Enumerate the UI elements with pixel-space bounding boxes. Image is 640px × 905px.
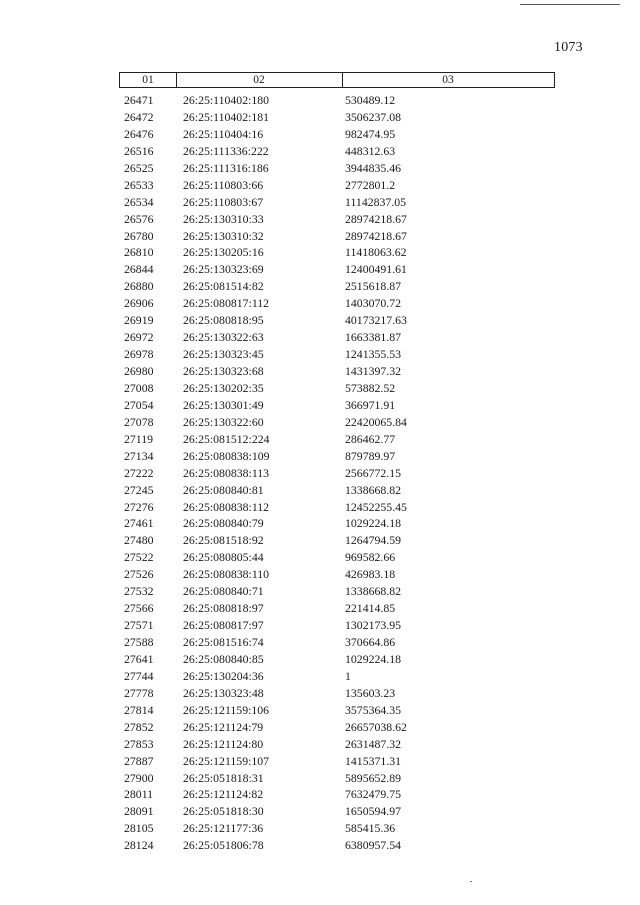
- table-row: [0, 329, 640, 346]
- cell-id: 26972: [124, 330, 154, 345]
- table-row: [0, 499, 640, 516]
- cell-id: 27852: [124, 719, 154, 734]
- cell-id: 26980: [124, 364, 154, 378]
- table-row: [0, 363, 640, 380]
- cell-cadastral-number: 26:25:110402:180: [183, 93, 270, 107]
- cell-value: 28974218.67: [345, 211, 407, 226]
- column-header-03: 03: [442, 74, 454, 86]
- cell-cadastral-number: 26:25:080840:79: [183, 516, 264, 531]
- table-row: [0, 109, 640, 126]
- cell-cadastral-number: 26:25:130323:48: [183, 685, 264, 700]
- cell-cadastral-number: 26:25:080840:81: [183, 482, 264, 497]
- cell-cadastral-number: 26:25:130323:68: [183, 364, 264, 378]
- cell-id: 26516: [124, 143, 154, 158]
- cell-id: 27054: [124, 397, 154, 412]
- scan-speck: [470, 881, 472, 882]
- cell-cadastral-number: 26:25:121124:79: [183, 719, 264, 734]
- cell-value: 573882.52: [345, 380, 396, 395]
- table-row: [0, 803, 640, 820]
- cell-id: 26471: [124, 93, 154, 107]
- cell-id: 26978: [124, 347, 154, 362]
- cell-cadastral-number: 26:25:080818:95: [183, 313, 264, 328]
- cell-cadastral-number: 26:25:121159:107: [183, 753, 270, 768]
- cell-id: 27134: [124, 448, 154, 463]
- table-row: [0, 651, 640, 668]
- cell-value: 12400491.61: [345, 262, 407, 277]
- cell-value: 366971.91: [345, 397, 396, 412]
- cell-value: 3944835.46: [345, 160, 402, 175]
- table-row: [0, 736, 640, 753]
- table-row: [0, 92, 640, 109]
- cell-value: 5895652.89: [345, 770, 402, 785]
- table-row: [0, 295, 640, 312]
- cell-id: 26919: [124, 313, 154, 328]
- cell-id: 27276: [124, 499, 154, 514]
- cell-value: 7632479.75: [345, 787, 402, 802]
- cell-cadastral-number: 26:25:051806:78: [183, 838, 264, 853]
- cell-cadastral-number: 26:25:110404:16: [183, 126, 264, 141]
- table-row: [0, 668, 640, 685]
- cell-cadastral-number: 26:25:130202:35: [183, 380, 264, 395]
- cell-id: 27222: [124, 465, 154, 480]
- column-header-02: 02: [253, 74, 265, 86]
- cell-cadastral-number: 26:25:081514:82: [183, 279, 264, 294]
- cell-value: 135603.23: [345, 685, 396, 700]
- cell-value: 3575364.35: [345, 702, 402, 717]
- table-row: [0, 482, 640, 499]
- table-row: [0, 278, 640, 295]
- table-row: [0, 583, 640, 600]
- cell-cadastral-number: 26:25:130310:32: [183, 228, 264, 243]
- top-rule: [520, 4, 620, 5]
- cell-value: 1: [345, 668, 351, 683]
- cell-value: 11142837.05: [345, 194, 407, 209]
- cell-id: 27078: [124, 414, 154, 429]
- cell-id: 27566: [124, 601, 154, 616]
- table-row: [0, 770, 640, 787]
- cell-id: 27778: [124, 685, 154, 700]
- table-row: [0, 600, 640, 617]
- cell-value: 426983.18: [345, 567, 396, 582]
- cell-cadastral-number: 26:25:121124:82: [183, 787, 264, 802]
- cell-cadastral-number: 26:25:051818:31: [183, 770, 264, 785]
- table-header: [119, 72, 555, 88]
- cell-id: 27571: [124, 618, 154, 633]
- cell-id: 27526: [124, 567, 154, 582]
- cell-value: 448312.63: [345, 143, 396, 158]
- table-row: [0, 177, 640, 194]
- cell-value: 1650594.97: [345, 804, 402, 819]
- table-row: [0, 786, 640, 803]
- cell-id: 26472: [124, 109, 154, 124]
- cell-cadastral-number: 26:25:130323:69: [183, 262, 264, 277]
- table-row: [0, 685, 640, 702]
- cell-value: 1029224.18: [345, 651, 402, 666]
- cell-id: 26576: [124, 211, 154, 226]
- table-row: [0, 244, 640, 261]
- cell-cadastral-number: 26:25:130204:36: [183, 668, 264, 683]
- cell-value: 11418063.62: [345, 245, 407, 260]
- cell-value: 221414.85: [345, 601, 396, 616]
- cell-id: 27744: [124, 668, 154, 683]
- table-row: [0, 448, 640, 465]
- cell-id: 27588: [124, 635, 154, 649]
- cell-value: 982474.95: [345, 126, 396, 141]
- cell-value: 1302173.95: [345, 618, 402, 633]
- cell-id: 28091: [124, 804, 154, 819]
- table-row: [0, 465, 640, 482]
- cell-value: 1264794.59: [345, 533, 402, 548]
- cell-value: 1663381.87: [345, 330, 402, 345]
- cell-id: 28105: [124, 821, 154, 836]
- cell-value: 1241355.53: [345, 347, 402, 362]
- cell-value: 2515618.87: [345, 279, 402, 294]
- cell-value: 2772801.2: [345, 177, 396, 192]
- table-row: [0, 160, 640, 177]
- table-row: [0, 566, 640, 583]
- cell-value: 6380957.54: [345, 838, 402, 853]
- cell-cadastral-number: 26:25:121159:106: [183, 702, 270, 717]
- cell-cadastral-number: 26:25:051818:30: [183, 804, 264, 819]
- cell-cadastral-number: 26:25:080840:85: [183, 651, 264, 666]
- cell-cadastral-number: 26:25:080838:113: [183, 465, 270, 480]
- cell-id: 26533: [124, 177, 154, 192]
- cell-value: 879789.97: [345, 448, 396, 463]
- cell-cadastral-number: 26:25:080818:97: [183, 601, 264, 616]
- table-row: [0, 837, 640, 854]
- cell-id: 27641: [124, 651, 154, 666]
- cell-cadastral-number: 26:25:111316:186: [183, 160, 269, 175]
- cell-cadastral-number: 26:25:080840:71: [183, 584, 264, 599]
- cell-cadastral-number: 26:25:121124:80: [183, 736, 264, 751]
- cell-value: 12452255.45: [345, 499, 407, 514]
- cell-id: 26525: [124, 160, 154, 175]
- cell-cadastral-number: 26:25:130205:16: [183, 245, 264, 260]
- cell-id: 27532: [124, 584, 154, 599]
- cell-id: 26844: [124, 262, 154, 277]
- table-row: [0, 634, 640, 651]
- cell-id: 26476: [124, 126, 154, 141]
- cell-id: 27119: [124, 431, 154, 446]
- cell-id: 26810: [124, 245, 154, 260]
- cell-id: 27522: [124, 550, 154, 565]
- cell-value: 1029224.18: [345, 516, 402, 531]
- cell-cadastral-number: 26:25:080805:44: [183, 550, 264, 565]
- cell-value: 2631487.32: [345, 736, 402, 751]
- cell-value: 370664.86: [345, 635, 396, 649]
- cell-value: 40173217.63: [345, 313, 407, 328]
- cell-id: 27814: [124, 702, 154, 717]
- cell-id: 26880: [124, 279, 154, 294]
- cell-id: 26780: [124, 228, 154, 243]
- cell-cadastral-number: 26:25:080817:112: [183, 296, 270, 311]
- cell-value: 3506237.08: [345, 109, 402, 124]
- cell-id: 27461: [124, 516, 154, 531]
- cell-cadastral-number: 26:25:130301:49: [183, 397, 264, 412]
- table-row: [0, 194, 640, 211]
- table-row: [0, 261, 640, 278]
- cell-cadastral-number: 26:25:110803:66: [183, 177, 264, 192]
- cell-id: 28124: [124, 838, 154, 853]
- cell-cadastral-number: 26:25:130322:63: [183, 330, 264, 345]
- cell-id: 26534: [124, 194, 154, 209]
- table-row: [0, 312, 640, 329]
- column-header-01: 01: [142, 74, 154, 86]
- table-row: [0, 380, 640, 397]
- cell-cadastral-number: 26:25:080838:109: [183, 448, 270, 463]
- table-row: [0, 702, 640, 719]
- table-body: [0, 92, 640, 854]
- cell-id: 27887: [124, 753, 154, 768]
- cell-value: 286462.77: [345, 431, 396, 446]
- table-row: [0, 515, 640, 532]
- cell-id: 27853: [124, 736, 154, 751]
- cell-cadastral-number: 26:25:110803:67: [183, 194, 264, 209]
- cell-value: 22420065.84: [345, 414, 407, 429]
- cell-id: 27900: [124, 770, 154, 785]
- cell-id: 26906: [124, 296, 154, 311]
- table-row: [0, 143, 640, 160]
- cell-cadastral-number: 26:25:080817:97: [183, 618, 264, 633]
- cell-value: 1431397.32: [345, 364, 402, 378]
- cell-cadastral-number: 26:25:130323:45: [183, 347, 264, 362]
- table-row: [0, 719, 640, 736]
- cell-cadastral-number: 26:25:081512:224: [183, 431, 270, 446]
- table-row: [0, 617, 640, 634]
- page-number: 1073: [554, 40, 583, 55]
- table-row: [0, 820, 640, 837]
- cell-id: 27245: [124, 482, 154, 497]
- cell-id: 27008: [124, 380, 154, 395]
- cell-value: 1403070.72: [345, 296, 402, 311]
- table-row: [0, 414, 640, 431]
- cell-value: 969582.66: [345, 550, 396, 565]
- table-row: [0, 211, 640, 228]
- cell-cadastral-number: 26:25:080838:110: [183, 567, 270, 582]
- cell-cadastral-number: 26:25:111336:222: [183, 143, 269, 158]
- cell-cadastral-number: 26:25:081518:92: [183, 533, 264, 548]
- cell-value: 1338668.82: [345, 584, 402, 599]
- table-row: [0, 228, 640, 245]
- cell-value: 28974218.67: [345, 228, 407, 243]
- cell-cadastral-number: 26:25:081516:74: [183, 635, 264, 649]
- cell-value: 26657038.62: [345, 719, 407, 734]
- cell-id: 28011: [124, 787, 154, 802]
- table-row: [0, 126, 640, 143]
- cell-cadastral-number: 26:25:121177:36: [183, 821, 264, 836]
- table-row: [0, 753, 640, 770]
- cell-id: 27480: [124, 533, 154, 548]
- cell-value: 1415371.31: [345, 753, 402, 768]
- cell-value: 2566772.15: [345, 465, 402, 480]
- table-row: [0, 397, 640, 414]
- cell-value: 1338668.82: [345, 482, 402, 497]
- cell-cadastral-number: 26:25:080838:112: [183, 499, 270, 514]
- cell-value: 530489.12: [345, 93, 396, 107]
- table-row: [0, 549, 640, 566]
- cell-value: 585415.36: [345, 821, 396, 836]
- table-row: [0, 346, 640, 363]
- table-row: [0, 431, 640, 448]
- table-row: [0, 532, 640, 549]
- cell-cadastral-number: 26:25:110402:181: [183, 109, 270, 124]
- cell-cadastral-number: 26:25:130310:33: [183, 211, 264, 226]
- cell-cadastral-number: 26:25:130322:60: [183, 414, 264, 429]
